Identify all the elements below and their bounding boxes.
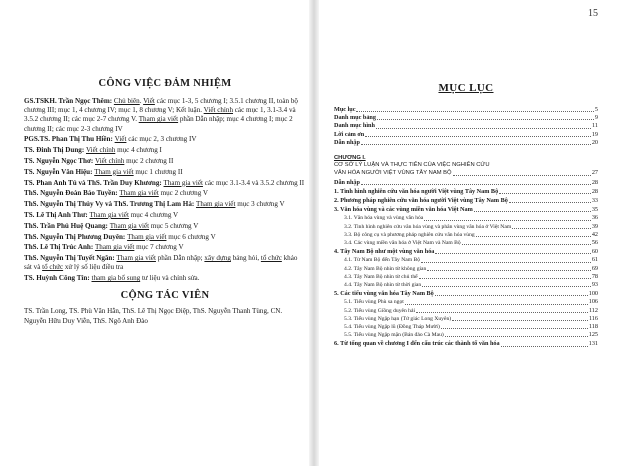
duty-text: các mục 1-3, 5 chương I; 3.5.1 chương II, toàn bộ chương III; mục 1, 4 chương IV; mục 1, 8 chương V; Kết luận. bbox=[24, 97, 298, 115]
duty-entry bbox=[24, 243, 306, 252]
toc-entry[interactable] bbox=[334, 340, 598, 348]
duty-keyword: Tham gia viết bbox=[138, 115, 179, 124]
toc-entry-label: 3.1. Văn hóa vùng và vùng văn hóa bbox=[344, 215, 424, 222]
duty-text: mục 3 chương V bbox=[235, 200, 285, 209]
toc-entry-page: 39 bbox=[591, 222, 598, 230]
toc-leader-dots bbox=[499, 193, 591, 194]
toc-entry[interactable] bbox=[334, 248, 598, 256]
duties-heading: CÔNG VIỆC ĐẢM NHIỆM bbox=[98, 78, 232, 89]
duty-text: các mục 2, 3 chương IV bbox=[126, 135, 197, 144]
duties-list bbox=[24, 97, 306, 283]
page-number: 15 bbox=[588, 8, 598, 19]
duty-entry bbox=[24, 222, 306, 231]
toc-entry[interactable] bbox=[334, 122, 598, 130]
toc-entry-page: 78 bbox=[591, 272, 598, 280]
toc-entry-page: 125 bbox=[588, 331, 598, 339]
toc-entry[interactable] bbox=[334, 214, 598, 222]
contributor-name: TS. Đinh Thị Dung: bbox=[24, 146, 86, 155]
toc-leader-dots bbox=[356, 111, 593, 112]
toc-entry-label: 1. Tình hình nghiên cứu văn hóa người Việt vùng Tây Nam Bộ bbox=[334, 187, 499, 195]
contributor-name: ThS. Nguyễn Thị Phương Duyên: bbox=[24, 232, 128, 241]
toc-entry-page: 9 bbox=[594, 114, 598, 122]
toc-entry-label: 5.4. Tiểu vùng Ngập lũ (Đồng Tháp Mười) bbox=[344, 324, 440, 331]
duty-entry bbox=[24, 254, 306, 272]
contributor-name: TS. Lê Thị Anh Thư: bbox=[24, 210, 90, 219]
toc-entry[interactable] bbox=[334, 179, 598, 187]
toc-entry-page: 36 bbox=[591, 214, 598, 222]
duty-text: mục 2 chương V bbox=[158, 189, 209, 198]
toc-entry-label: Dẫn nhập bbox=[334, 178, 360, 186]
chapter-heading[interactable] bbox=[334, 155, 598, 169]
duty-text: xử lý số liệu điều tra bbox=[63, 263, 124, 272]
toc-heading: MỤC LỤC bbox=[438, 82, 494, 94]
duty-text: mục 6 chương V bbox=[166, 232, 216, 241]
toc-leader-dots bbox=[405, 304, 588, 305]
duty-text: các mục 1, 3.1-3.4 và 3.5.2 chương II; các mục 2-7 chương V. bbox=[24, 106, 296, 124]
toc-leader-dots bbox=[441, 328, 588, 329]
toc-entry-label: 5.3. Tiểu vùng Ngập hạn (Tứ giác Long Xuyên) bbox=[344, 315, 452, 322]
toc-entry[interactable] bbox=[334, 114, 598, 122]
toc-entry-label: 3.4. Các vùng miền văn hóa ở Việt Nam và Nam Bộ bbox=[344, 240, 461, 247]
toc-entry-page: 11 bbox=[592, 122, 598, 130]
toc-entry-page: 5 bbox=[594, 106, 598, 113]
toc-leader-dots bbox=[474, 211, 591, 212]
duty-keyword: Tham gia viết bbox=[109, 221, 150, 230]
toc-entry[interactable] bbox=[334, 131, 598, 139]
duty-keyword: Tham gia viết bbox=[163, 178, 203, 187]
contributor-name: ThS. Trần Phú Huệ Quang: bbox=[24, 221, 110, 230]
toc-leader-dots bbox=[424, 220, 591, 221]
toc-entry-page: 35 bbox=[591, 206, 598, 214]
duty-keyword: Tham gia viết bbox=[94, 243, 135, 252]
duty-keyword: tổ chức bbox=[260, 254, 282, 263]
duty-text: phần Dẫn nhập; mục 4 chương I; mục 2 chương II; các mục 2-3 chương IV bbox=[24, 115, 293, 133]
duty-text: mục 2 chương II bbox=[124, 157, 174, 165]
toc-entry-label: 4. Tây Nam Bộ như một vùng văn hóa bbox=[334, 248, 435, 256]
toc-entry-label: Lời cảm ơn bbox=[334, 130, 365, 138]
duty-entry bbox=[24, 211, 306, 220]
chapter-title-row[interactable] bbox=[334, 169, 598, 177]
toc-leader-dots bbox=[509, 202, 591, 203]
toc-leader-dots bbox=[501, 346, 588, 347]
toc-leader-dots bbox=[361, 184, 591, 185]
toc-entry[interactable] bbox=[334, 273, 598, 281]
toc-entry-page: 100 bbox=[588, 290, 598, 298]
toc-entry-label: 4.2. Tây Nam Bộ nhìn từ không gian bbox=[344, 265, 427, 272]
contributor-name: TS. Nguyễn Văn Hiệu: bbox=[24, 167, 95, 176]
duty-text: mục 5 chương V bbox=[149, 221, 199, 230]
toc-entry-page: 93 bbox=[591, 281, 598, 289]
toc-leader-dots bbox=[421, 262, 591, 263]
toc-entry[interactable] bbox=[334, 281, 598, 289]
duty-keyword: tổ chức bbox=[42, 263, 64, 272]
toc-entry-page: 69 bbox=[591, 264, 598, 272]
toc-entry[interactable] bbox=[334, 265, 598, 273]
toc-leader-dots bbox=[419, 278, 591, 279]
toc-leader-dots bbox=[416, 312, 588, 313]
contributor-name: TS. Nguyễn Ngọc Thơ: bbox=[24, 157, 96, 165]
toc-chapter-items bbox=[334, 179, 598, 349]
toc-entry[interactable] bbox=[334, 223, 598, 231]
duty-keyword: xây dựng bbox=[204, 254, 231, 263]
toc-entry-page: 19 bbox=[591, 130, 598, 138]
duty-entry bbox=[24, 146, 306, 155]
duty-keyword: Tham gia viết bbox=[89, 210, 129, 219]
contributor-name: TS. Phan Anh Tú và ThS. Trần Duy Khương: bbox=[24, 178, 164, 187]
toc-entry-page: 112 bbox=[588, 306, 598, 314]
toc-leader-dots bbox=[512, 228, 591, 229]
chapter-page: 27 bbox=[591, 169, 598, 177]
toc-entry-page: 61 bbox=[591, 256, 598, 264]
toc-leader-dots bbox=[427, 270, 590, 271]
toc-entry-page: 106 bbox=[588, 298, 598, 306]
duty-keyword: Viết bbox=[114, 135, 127, 144]
toc-entry[interactable] bbox=[334, 188, 598, 196]
toc-leader-dots bbox=[476, 236, 591, 237]
toc-entry-label: Dẫn nhập bbox=[334, 138, 360, 146]
toc-leader-dots bbox=[462, 244, 591, 245]
chapter-label: CHƯƠNG I. bbox=[334, 155, 366, 162]
toc-entry[interactable] bbox=[334, 106, 598, 114]
contributor-name: ThS. Nguyễn Thị Thúy Vy và ThS. Trương Thị Lam Hà: bbox=[24, 200, 197, 209]
toc-leader-dots bbox=[452, 320, 588, 321]
toc-entry[interactable] bbox=[334, 239, 598, 247]
toc-entry-label: Danh mục bảng bbox=[334, 114, 376, 122]
toc-entry[interactable] bbox=[334, 298, 598, 306]
chapter-title-line2: VĂN HÓA NGƯỜI VIỆT VÙNG TÂY NAM BỘ bbox=[334, 170, 452, 177]
duty-text: mục 7 chương V bbox=[134, 243, 184, 252]
duty-entry bbox=[24, 200, 306, 209]
toc-entry-page: 131 bbox=[588, 340, 598, 348]
duty-text: bảng hỏi, bbox=[230, 254, 261, 263]
toc-front-matter bbox=[334, 106, 598, 147]
duty-keyword: Tham gia viết bbox=[196, 200, 236, 209]
toc-leader-dots bbox=[435, 295, 588, 296]
toc-entry[interactable] bbox=[334, 197, 598, 205]
toc-entry-label: 3.3. Bộ công cụ và phương pháp nghiên cứu văn hóa vùng bbox=[344, 231, 475, 238]
toc-entry-page: 60 bbox=[591, 248, 598, 256]
toc-entry-label: 5. Các tiểu vùng văn hóa Tây Nam Bộ bbox=[334, 290, 434, 298]
duty-keyword: tham gia bổ sung bbox=[91, 274, 141, 283]
duty-keyword: Chủ biên bbox=[113, 97, 140, 105]
toc-entry-label: Mục lục bbox=[334, 106, 356, 113]
toc-entry-label: 2. Phương pháp nghiên cứu văn hóa người Việt vùng Tây Nam Bộ bbox=[334, 197, 508, 205]
contributor-name: ThS. Lê Thị Trúc Anh: bbox=[24, 243, 95, 252]
contributor-name: PGS.TS. Phan Thị Thu Hiền: bbox=[24, 135, 115, 144]
toc-leader-dots bbox=[365, 136, 591, 137]
contributor-name: ThS. Nguyễn Thị Tuyết Ngân: bbox=[24, 254, 117, 263]
toc-entry-label: 5.2. Tiểu vùng Giồng duyên hải bbox=[344, 307, 416, 314]
toc-leader-dots bbox=[445, 336, 588, 337]
toc-entry-label: 3. Văn hóa vùng và các vùng miền văn hóa Việt Nam bbox=[334, 206, 473, 214]
toc-entry-page: 56 bbox=[591, 239, 598, 247]
toc-entry-label: 5.1. Tiểu vùng Phù sa ngọt bbox=[344, 299, 404, 306]
toc-leader-dots bbox=[422, 286, 591, 287]
toc-entry-page: 116 bbox=[588, 314, 598, 322]
toc-entry-page: 33 bbox=[591, 197, 598, 205]
collaborators-list: TS. Trần Long, TS. Phù Văn Hẳn, ThS. Lê Thị Ngọc Điệp, ThS. Nguyễn Thanh Tùng, CN. Nguyễn Hữu Duy Viễn, ThS. Ngô Anh Đào bbox=[24, 307, 283, 325]
duty-text: khảo sát và bbox=[24, 254, 298, 272]
toc-entry-label: 5.5. Tiểu vùng Ngập mặn (Bán đảo Cà Mau) bbox=[344, 332, 444, 339]
duty-text: tư liệu và chỉnh sửa. bbox=[140, 274, 200, 283]
toc-entry-page: 20 bbox=[591, 138, 598, 146]
duty-text: mục 1 chương II bbox=[133, 167, 183, 176]
toc-leader-dots bbox=[376, 128, 591, 129]
toc-entry[interactable] bbox=[334, 331, 598, 339]
duty-text: các mục 3.1-3.4 và 3.5.2 chương II bbox=[202, 178, 305, 187]
duty-text: mục 4 chương I bbox=[115, 146, 162, 155]
toc-entry-label: Danh mục hình bbox=[334, 122, 375, 130]
toc-entry-page: 118 bbox=[588, 323, 598, 331]
contributor-name: GS.TSKH. Trần Ngọc Thêm: bbox=[24, 97, 114, 105]
duty-keyword: Tham gia viết bbox=[116, 254, 156, 263]
duty-entry bbox=[24, 135, 306, 144]
duty-keyword: Viết chỉnh bbox=[203, 106, 233, 115]
duty-entry bbox=[24, 157, 306, 166]
duty-keyword: Tham gia viết bbox=[94, 167, 134, 176]
duty-entry bbox=[24, 168, 306, 177]
duty-text: phần Dẫn nhập; bbox=[155, 254, 205, 263]
toc-entry-page: 28 bbox=[591, 178, 598, 186]
toc-entry-label: 4.3. Tây Nam Bộ nhìn từ chủ thể bbox=[344, 273, 418, 280]
chapter-title-line1: CƠ SỞ LÝ LUẬN VÀ THỰC TIỄN CỦA VIỆC NGHIÊN CỨU bbox=[334, 162, 490, 169]
toc-entry-label: 4.4. Tây Nam Bộ nhìn từ thời gian bbox=[344, 282, 422, 289]
duty-keyword: Viết bbox=[143, 97, 155, 105]
left-page bbox=[24, 78, 306, 326]
duty-text: . bbox=[139, 97, 144, 105]
contributor-name: TS. Huỳnh Công Tín: bbox=[24, 274, 92, 283]
duty-entry bbox=[24, 189, 306, 198]
toc-entry[interactable] bbox=[334, 231, 598, 239]
duty-keyword: Tham gia viết bbox=[119, 189, 159, 198]
duty-entry bbox=[24, 233, 306, 242]
toc-entry-label: 4.1. Từ Nam Bộ đến Tây Nam Bộ bbox=[344, 257, 421, 264]
toc-entry[interactable] bbox=[334, 290, 598, 298]
right-page bbox=[334, 82, 598, 349]
toc-entry[interactable] bbox=[334, 307, 598, 315]
toc-entry[interactable] bbox=[334, 315, 598, 323]
book-spine-shadow bbox=[309, 0, 319, 466]
toc-leader-dots bbox=[377, 119, 594, 120]
duty-keyword: Viết chính bbox=[95, 157, 125, 165]
toc-entry-page: 42 bbox=[591, 230, 598, 238]
toc-entry[interactable] bbox=[334, 206, 598, 214]
toc-entry-page: 28 bbox=[591, 187, 598, 195]
toc-leader-dots bbox=[453, 175, 591, 176]
contributor-name: ThS. Nguyễn Đoàn Bảo Tuyền: bbox=[24, 189, 120, 198]
duty-keyword: Tham gia viết bbox=[127, 232, 167, 241]
toc-leader-dots bbox=[361, 144, 591, 145]
duty-entry bbox=[24, 97, 306, 134]
toc-entry[interactable] bbox=[334, 323, 598, 331]
toc-leader-dots bbox=[435, 253, 590, 254]
duty-text: mục 4 chương V bbox=[128, 210, 179, 219]
toc-entry-label: 6. Từ tổng quan về chương I đến cấu trúc các thành tố văn hóa bbox=[334, 340, 500, 348]
toc-entry-label: 3.2. Tình hình nghiên cứu văn hóa vùng và phân vùng văn hóa ở Việt Nam bbox=[344, 223, 512, 230]
duty-entry bbox=[24, 179, 306, 188]
duty-entry bbox=[24, 274, 306, 283]
duty-keyword: Viết chính bbox=[85, 146, 116, 155]
collaborators-heading: CỘNG TÁC VIÊN bbox=[120, 290, 210, 302]
toc-entry[interactable] bbox=[334, 139, 598, 147]
toc-entry[interactable] bbox=[334, 256, 598, 264]
